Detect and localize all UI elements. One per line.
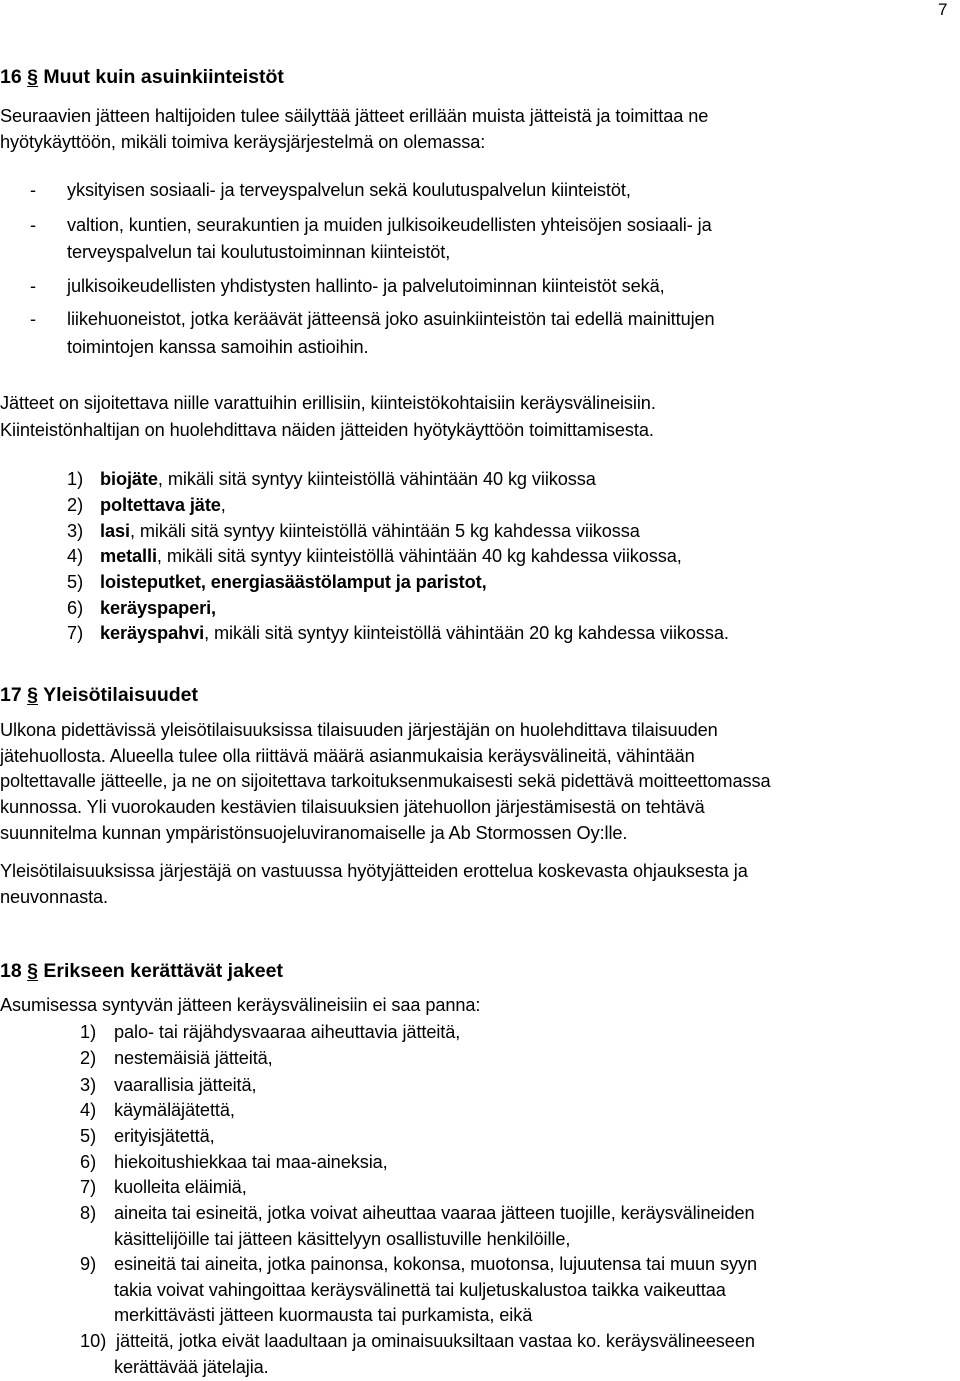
s16-intro-line-2: hyötykäyttöön, mikäli toimiva keräysjärjestelmä on olemassa:: [0, 132, 486, 152]
section-title: Erikseen kerättävät jakeet: [43, 960, 283, 982]
list-item: aineita tai esineitä, jotka voivat aiheuttaa vaaraa jätteen tuojille, keräysvälineiden: [114, 1203, 755, 1223]
list-number: 1): [67, 469, 84, 489]
list-item: [100, 495, 226, 516]
list-number: 5): [80, 1126, 97, 1146]
list-item: erityisjätettä,: [114, 1126, 215, 1146]
section-16-heading: [0, 66, 284, 89]
item-detail: , mikäli sitä syntyy kiinteistöllä vähintään 40 kg viikossa: [157, 469, 596, 489]
list-item: [100, 469, 596, 490]
list-number: 2): [67, 495, 84, 515]
paragraph-sign: §: [27, 960, 38, 982]
paragraph-sign: §: [27, 66, 38, 88]
list-item: [100, 521, 640, 542]
page-number: 7: [938, 0, 948, 19]
item-keyword: lasi: [100, 521, 130, 541]
bullet-item: julkisoikeudellisten yhdistysten hallinto- ja palvelutoiminnan kiinteistöt sekä,: [67, 276, 665, 296]
list-number: 6): [67, 598, 84, 618]
list-number: 8): [80, 1203, 97, 1223]
s17-para1-line: jätehuollosta. Alueella tulee olla riittävä määrä asianmukaisia keräysvälineitä, vähintään: [0, 746, 695, 766]
s18-intro: Asumisessa syntyvän jätteen keräysvälineisiin ei saa panna:: [0, 995, 481, 1015]
list-number: 3): [80, 1075, 97, 1095]
list-number: 3): [67, 521, 84, 541]
bullet-dash: -: [30, 180, 36, 200]
item-keyword: keräyspaperi,: [100, 598, 216, 618]
s16-para2-line-2: Kiinteistönhaltijan on huolehdittava näiden jätteiden hyötykäyttöön toimittamisesta.: [0, 420, 654, 440]
section-17-heading: [0, 684, 198, 707]
section-18-heading: [0, 960, 283, 983]
list-item: [100, 572, 487, 593]
list-number: 7): [67, 623, 84, 643]
list-item-cont: merkittävästi jätteen kuormausta tai purkamista, eikä: [114, 1305, 533, 1325]
item-keyword: biojäte: [100, 469, 158, 489]
section-number: 16: [0, 66, 22, 88]
bullet-dash: -: [30, 215, 36, 235]
bullet-item: liikehuoneistot, jotka keräävät jätteensä joko asuinkiinteistön tai edellä mainittujen: [67, 309, 715, 329]
item-detail: , mikäli sitä syntyy kiinteistöllä vähintään 20 kg kahdessa viikossa.: [204, 623, 729, 643]
s17-para1-line: kunnossa. Yli vuorokauden kestävien tilaisuuksien jätehuollon järjestämisestä on tehtävä: [0, 797, 705, 817]
list-item: hiekoitushiekkaa tai maa-aineksia,: [114, 1152, 388, 1172]
item-keyword: metalli: [100, 546, 157, 566]
list-item: vaarallisia jätteitä,: [114, 1075, 257, 1095]
list-number: 4): [80, 1100, 97, 1120]
bullet-item-cont: terveyspalvelun tai koulutustoiminnan kiinteistöt,: [67, 242, 451, 262]
list-item: [100, 598, 216, 619]
list-number: 5): [67, 572, 84, 592]
section-title: Yleisötilaisuudet: [43, 684, 199, 706]
bullet-item-cont: toimintojen kanssa samoihin astioihin.: [67, 337, 369, 357]
list-number: 6): [80, 1152, 97, 1172]
bullet-dash: -: [30, 276, 36, 296]
s16-intro-line-1: Seuraavien jätteen haltijoiden tulee säilyttää jätteet erillään muista jätteistä ja toimittaa ne: [0, 106, 709, 126]
list-item: nestemäisiä jätteitä,: [114, 1048, 273, 1068]
list-item-cont: käsittelijöille tai jätteen käsittelyyn osallistuville henkilöille,: [114, 1229, 571, 1249]
list-number: 4): [67, 546, 84, 566]
list-number: 10): [80, 1331, 107, 1351]
paragraph-sign: §: [27, 684, 38, 706]
bullet-item: yksityisen sosiaali- ja terveyspalvelun sekä koulutuspalvelun kiinteistöt,: [67, 180, 631, 200]
item-detail: , mikäli sitä syntyy kiinteistöllä vähintään 40 kg kahdessa viikossa,: [156, 546, 682, 566]
s17-para1-line: Ulkona pidettävissä yleisötilaisuuksissa tilaisuuden järjestäjän on huolehdittava tilaisuuden: [0, 720, 718, 740]
list-item: esineitä tai aineita, jotka painonsa, kokonsa, muotonsa, lujuutensa tai muun syyn: [114, 1254, 758, 1274]
item-keyword: keräyspahvi: [100, 623, 205, 643]
list-number: 2): [80, 1048, 97, 1068]
list-number: 9): [80, 1254, 97, 1274]
list-number: 1): [80, 1022, 97, 1042]
s17-para1-line: poltettavalle jätteelle, ja ne on sijoitettava tarkoituksenmukaisesti sekä pidettävä moitteettomassa: [0, 771, 771, 791]
list-item: kuolleita eläimiä,: [114, 1177, 247, 1197]
list-item: [100, 546, 682, 567]
list-item: käymäläjätettä,: [114, 1100, 235, 1120]
item-keyword: loisteputket, energiasäästölamput ja paristot,: [100, 572, 487, 592]
bullet-item: valtion, kuntien, seurakuntien ja muiden julkisoikeudellisten yhteisöjen sosiaali- ja: [67, 215, 712, 235]
list-number: 7): [80, 1177, 97, 1197]
list-item-cont: takia voivat vahingoittaa keräysvälinettä tai kuljetuskalustoa taikka vaikeuttaa: [114, 1280, 726, 1300]
bullet-dash: -: [30, 309, 36, 329]
section-number: 18: [0, 960, 22, 982]
s17-para1-line: suunnitelma kunnan ympäristönsuojeluviranomaiselle ja Ab Stormossen Oy:lle.: [0, 823, 628, 843]
list-item: [100, 623, 729, 644]
item-detail: ,: [220, 495, 226, 515]
section-number: 17: [0, 684, 22, 706]
s17-para2-line: neuvonnasta.: [0, 887, 109, 907]
s16-para2-line-1: Jätteet on sijoitettava niille varattuihin erillisiin, kiinteistökohtaisiin keräysvälineisiin.: [0, 393, 656, 413]
s17-para2-line: Yleisötilaisuuksissa järjestäjä on vastuussa hyötyjätteiden erottelua koskevasta ohjauksesta ja: [0, 861, 748, 881]
list-item: jätteitä, jotka eivät laadultaan ja ominaisuuksiltaan vastaa ko. keräysvälineeseen: [116, 1331, 755, 1351]
section-title: Muut kuin asuinkiinteistöt: [43, 66, 284, 88]
item-keyword: poltettava jäte: [100, 495, 221, 515]
list-item: palo- tai räjähdysvaaraa aiheuttavia jätteitä,: [114, 1022, 461, 1042]
list-item-cont: kerättävää jätelajia.: [114, 1357, 269, 1377]
item-detail: , mikäli sitä syntyy kiinteistöllä vähintään 5 kg kahdessa viikossa: [129, 521, 640, 541]
